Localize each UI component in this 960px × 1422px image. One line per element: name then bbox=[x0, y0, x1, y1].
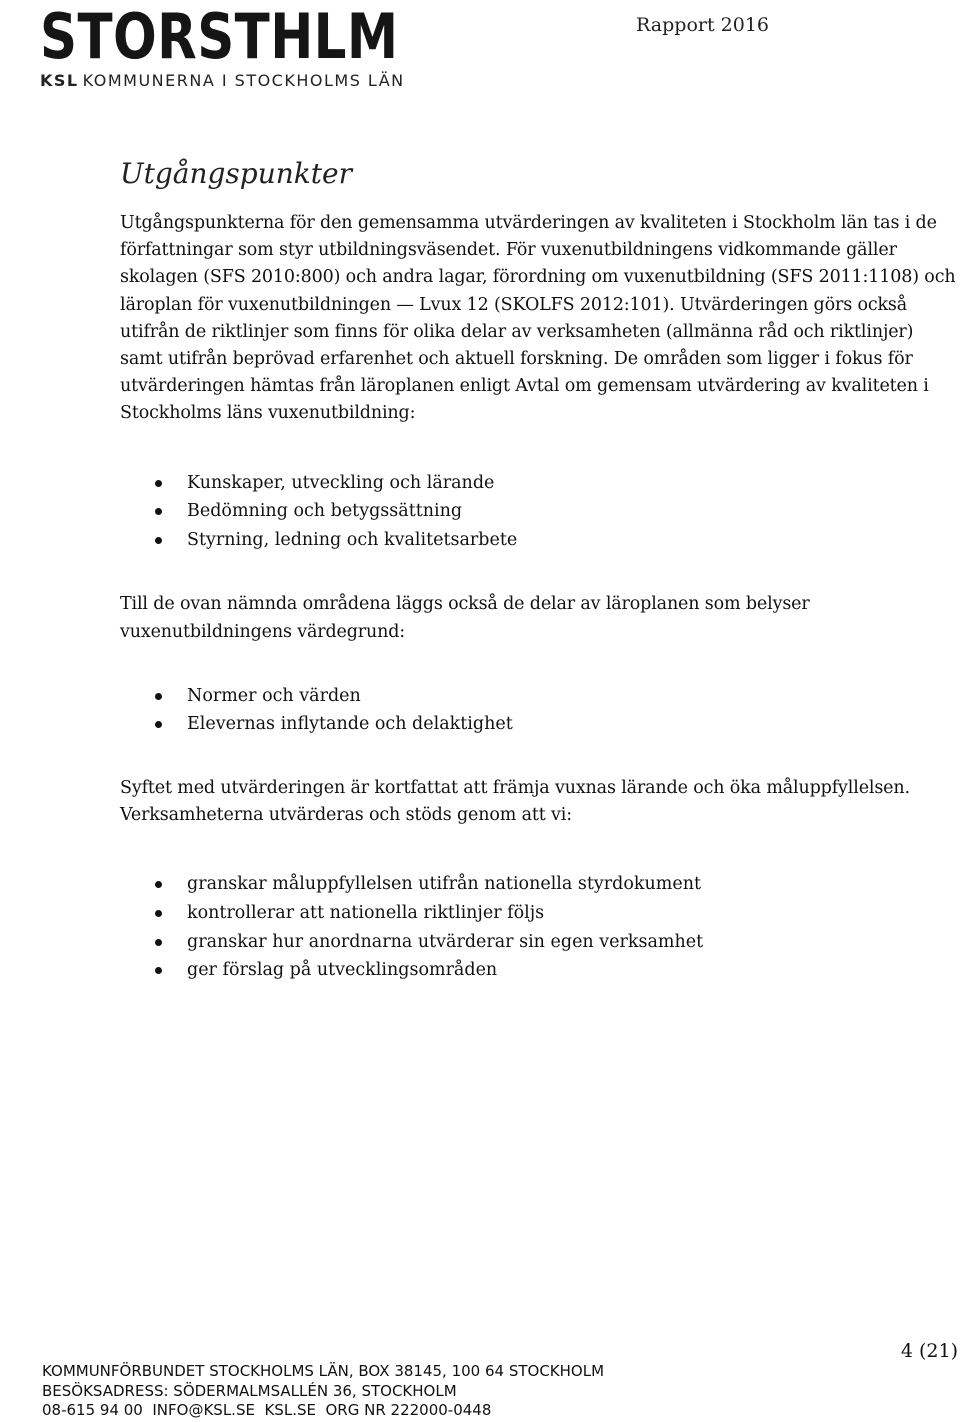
storsthlm-logo bbox=[40, 0, 405, 90]
section-heading: Utgångspunkter bbox=[120, 157, 352, 190]
document-body bbox=[120, 155, 958, 985]
report-label: Rapport 2016 bbox=[636, 14, 769, 36]
logo-wordmark: STORSTHLM bbox=[40, 0, 399, 73]
list-item: Normer och värden bbox=[120, 682, 958, 711]
intro-paragraph: Utgångspunkterna för den gemensamma utvärderingen av kvaliteten i Stockholm län tas i de författningar som styr utbildningsväsendet. För vuxenutbildningens vidkommande gäller skolagen (SFS 2010:800) och andra lagar, förordning om vuxenutbildning (SFS 2011:1108) och läroplan för vuxenutbildningen — Lvux 12 (SKOLFS 2012:101). Utvärderingen görs också utifrån de riktlinjer som finns för olika delar av verksamheten (allmänna råd och riktlinjer) samt utifrån beprövad erfarenhet och aktuell forskning. De områden som ligger i fokus för utvärderingen hämtas från läroplanen enligt Avtal om gemensam utvärdering av kvaliteten i Stockholms läns vuxenutbildning: bbox=[120, 213, 956, 424]
list-item: kontrollerar att nationella riktlinjer följs bbox=[120, 899, 958, 928]
focus-areas-list bbox=[120, 469, 958, 555]
list-item: granskar måluppfyllelsen utifrån nationella styrdokument bbox=[120, 870, 958, 899]
list-item: Elevernas inflytande och delaktighet bbox=[120, 710, 958, 739]
page-footer bbox=[42, 1362, 604, 1421]
page-number: 4 (21) bbox=[900, 1340, 958, 1362]
logo-subtitle-text: KOMMUNERNA I STOCKHOLMS LÄN bbox=[82, 71, 405, 90]
purpose-paragraph: Syftet med utvärderingen är kortfattat att främja vuxnas lärande och öka måluppfyllelsen. Verksamheterna utvärderas och stöds genom att vi: bbox=[120, 778, 910, 826]
list-item: ger förslag på utvecklingsområden bbox=[120, 956, 958, 985]
list-item: Styrning, ledning och kvalitetsarbete bbox=[120, 526, 958, 555]
footer-contact: 08-615 94 00 INFO@KSL.SE KSL.SE ORG NR 222000-0448 bbox=[42, 1401, 492, 1419]
footer-address: KOMMUNFÖRBUNDET STOCKHOLMS LÄN, BOX 38145, 100 64 STOCKHOLM bbox=[42, 1362, 605, 1380]
values-paragraph: Till de ovan nämnda områdena läggs också de delar av läroplanen som belyser vuxenutbildningens värdegrund: bbox=[120, 594, 810, 642]
methods-list bbox=[120, 870, 958, 984]
values-list bbox=[120, 682, 958, 739]
logo-ksl: KSL bbox=[40, 71, 79, 90]
logo-subtitle bbox=[40, 71, 405, 90]
list-item: granskar hur anordnarna utvärderar sin egen verksamhet bbox=[120, 928, 958, 957]
footer-visit-address: BESÖKSADRESS: SÖDERMALMSALLÉN 36, STOCKHOLM bbox=[42, 1381, 457, 1400]
list-item: Kunskaper, utveckling och lärande bbox=[120, 469, 958, 498]
list-item: Bedömning och betygssättning bbox=[120, 497, 958, 526]
